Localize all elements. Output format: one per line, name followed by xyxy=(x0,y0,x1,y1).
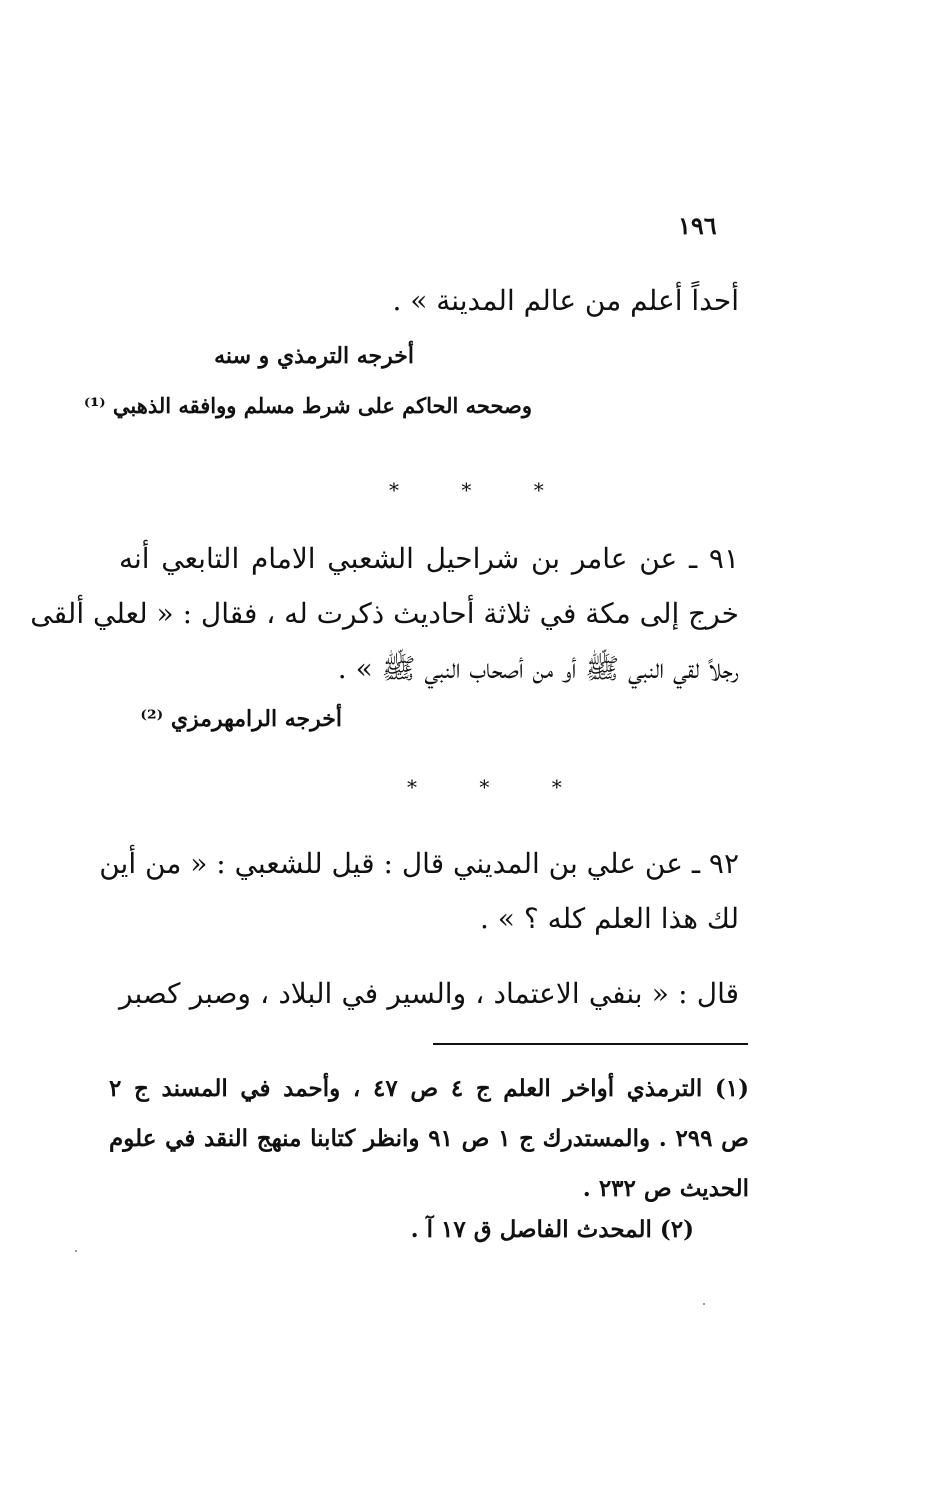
hadith-92-line-3: قال : « بنفي الاعتماد ، والسير في البلاد ، وصبر كصبر xyxy=(119,977,739,1010)
scan-speck xyxy=(703,1303,705,1305)
footnote-2: (٢) المحدث الفاصل ق ١٧ آ . xyxy=(410,1216,694,1243)
scan-speck xyxy=(75,1250,77,1252)
footnote-1-line-2: ص ٢٩٩ . والمستدرك ج ١ ص ٩١ وانظر كتابنا منهج النقد في علوم xyxy=(109,1125,749,1152)
hadith-91-line-2: خرج إلى مكة في ثلاثة أحاديث ذكرت له ، فقال : « لعلي ألقى xyxy=(30,597,739,630)
continued-text-line: أحداً أعلم من عالم المدينة » . xyxy=(392,284,739,317)
footnote-1-line-1: (١) الترمذي أواخر العلم ج ٤ ص ٤٧ ، وأحمد في المسند ج ٢ xyxy=(109,1075,750,1102)
hadith-91-line-1: ٩١ ـ عن عامر بن شراحيل الشعبي الامام التابعي أنه xyxy=(119,542,739,575)
hadith-90-authentication: وصححه الحاكم على شرط مسلم ووافقه الذهبي ⁽¹⁾ xyxy=(83,393,532,418)
footnote-separator-rule xyxy=(433,1043,748,1045)
section-separator-1: * * * xyxy=(389,478,572,502)
footnote-1-line-3: الحديث ص ٢٣٢ . xyxy=(582,1175,749,1202)
page-number: ١٩٦ xyxy=(678,211,717,240)
hadith-92-line-2: لك هذا العلم كله ؟ » . xyxy=(480,902,739,935)
hadith-91-line-3: رجلاً لقي النبي ﷺ أو من أصحاب النبي ﷺ » . xyxy=(337,652,739,685)
hadith-90-source: أخرجه الترمذي و سنه xyxy=(214,343,414,369)
hadith-91-source: أخرجه الرامهرمزي ⁽²⁾ xyxy=(140,706,342,732)
hadith-92-line-1: ٩٢ ـ عن علي بن المديني قال : قيل للشعبي : « من أين xyxy=(99,847,739,880)
section-separator-2: * * * xyxy=(407,775,590,799)
